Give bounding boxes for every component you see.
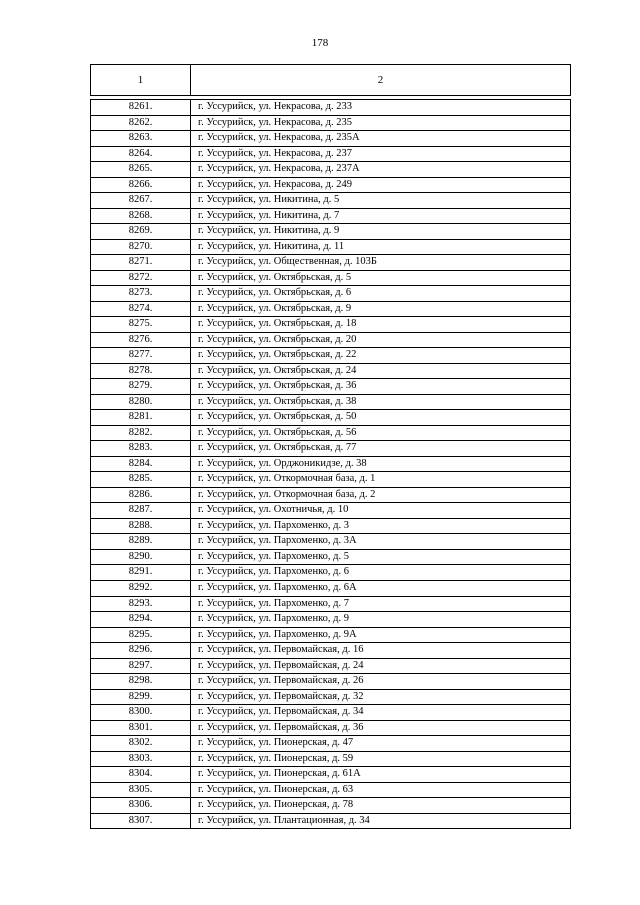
row-address: г. Уссурийск, ул. Октябрьская, д. 38: [198, 395, 357, 407]
table-row: [91, 209, 570, 225]
row-number: 8273.: [91, 286, 191, 301]
row-number: 8265.: [91, 162, 191, 177]
table-row: [91, 441, 570, 457]
table-row: [91, 271, 570, 287]
row-address: г. Уссурийск, ул. Пархоменко, д. 6: [198, 566, 349, 578]
row-number: 8295.: [91, 628, 191, 643]
table-row: [91, 581, 570, 597]
row-address: г. Уссурийск, ул. Некрасова, д. 249: [198, 178, 352, 190]
table-row: [91, 240, 570, 256]
table-row: [91, 783, 570, 799]
row-number: 8264.: [91, 147, 191, 162]
row-number: 8282.: [91, 426, 191, 441]
table-row: [91, 426, 570, 442]
row-address: г. Уссурийск, ул. Первомайская, д. 26: [198, 675, 364, 687]
table-row: [91, 519, 570, 535]
row-address: г. Уссурийск, ул. Откормочная база, д. 1: [198, 473, 376, 485]
row-number: 8281.: [91, 410, 191, 425]
row-address: г. Уссурийск, ул. Пионерская, д. 47: [198, 737, 354, 749]
table-row: [91, 752, 570, 768]
row-number: 8279.: [91, 379, 191, 394]
table-row: [91, 705, 570, 721]
row-number: 8272.: [91, 271, 191, 286]
row-number: 8275.: [91, 317, 191, 332]
row-number: 8298.: [91, 674, 191, 689]
table-row: [91, 302, 570, 318]
table-row: [91, 534, 570, 550]
table-row: [91, 659, 570, 675]
row-address: г. Уссурийск, ул. Некрасова, д. 235А: [198, 132, 360, 144]
row-number: 8307.: [91, 814, 191, 829]
row-number: 8283.: [91, 441, 191, 456]
table-row: [91, 364, 570, 380]
row-number: 8287.: [91, 503, 191, 518]
row-address: г. Уссурийск, ул. Октябрьская, д. 9: [198, 302, 352, 314]
table-row: [91, 503, 570, 519]
table-row: [91, 674, 570, 690]
row-address: г. Уссурийск, ул. Октябрьская, д. 50: [198, 411, 357, 423]
row-address: г. Уссурийск, ул. Пархоменко, д. 3А: [198, 535, 357, 547]
row-number: 8263.: [91, 131, 191, 146]
row-address: г. Уссурийск, ул. Некрасова, д. 235: [198, 116, 352, 128]
row-address: г. Уссурийск, ул. Октябрьская, д. 36: [198, 380, 357, 392]
table-row: [91, 457, 570, 473]
row-address: г. Уссурийск, ул. Некрасова, д. 237: [198, 147, 352, 159]
table-row: [91, 116, 570, 132]
row-address: г. Уссурийск, ул. Первомайская, д. 32: [198, 690, 364, 702]
table-row: [91, 348, 570, 364]
row-address: г. Уссурийск, ул. Пархоменко, д. 5: [198, 550, 349, 562]
row-address: г. Уссурийск, ул. Никитина, д. 9: [198, 225, 340, 237]
row-address: г. Уссурийск, ул. Откормочная база, д. 2: [198, 488, 376, 500]
address-table: [90, 99, 571, 829]
row-address: г. Уссурийск, ул. Октябрьская, д. 18: [198, 318, 357, 330]
table-row: [91, 410, 570, 426]
row-number: 8271.: [91, 255, 191, 270]
table-row: [91, 550, 570, 566]
row-number: 8299.: [91, 690, 191, 705]
table-header: [90, 64, 571, 96]
row-number: 8285.: [91, 472, 191, 487]
page-number: 178: [311, 37, 329, 49]
table-row: [91, 798, 570, 814]
row-address: г. Уссурийск, ул. Октябрьская, д. 5: [198, 271, 352, 283]
row-address: г. Уссурийск, ул. Пархоменко, д. 7: [198, 597, 349, 609]
row-number: 8291.: [91, 565, 191, 580]
table-row: [91, 286, 570, 302]
row-address: г. Уссурийск, ул. Первомайская, д. 36: [198, 721, 364, 733]
row-address: г. Уссурийск, ул. Пионерская, д. 63: [198, 783, 354, 795]
row-address: г. Уссурийск, ул. Октябрьская, д. 6: [198, 287, 352, 299]
row-number: 8290.: [91, 550, 191, 565]
row-number: 8276.: [91, 333, 191, 348]
table-row: [91, 597, 570, 613]
row-number: 8300.: [91, 705, 191, 720]
table-row: [91, 767, 570, 783]
row-number: 8297.: [91, 659, 191, 674]
table-row: [91, 162, 570, 178]
row-number: 8274.: [91, 302, 191, 317]
table-row: [91, 628, 570, 644]
row-number: 8277.: [91, 348, 191, 363]
table-row: [91, 472, 570, 488]
row-address: г. Уссурийск, ул. Пионерская, д. 78: [198, 799, 354, 811]
table-row: [91, 690, 570, 706]
row-number: 8296.: [91, 643, 191, 658]
table-row: [91, 612, 570, 628]
row-number: 8306.: [91, 798, 191, 813]
table-row: [91, 643, 570, 659]
row-address: г. Уссурийск, ул. Никитина, д. 11: [198, 240, 345, 252]
row-address: г. Уссурийск, ул. Пархоменко, д. 9А: [198, 628, 357, 640]
row-number: 8288.: [91, 519, 191, 534]
table-row: [91, 317, 570, 333]
row-address: г. Уссурийск, ул. Плантационная, д. 34: [198, 814, 370, 826]
row-number: 8270.: [91, 240, 191, 255]
row-address: г. Уссурийск, ул. Никитина, д. 5: [198, 194, 340, 206]
row-address: г. Уссурийск, ул. Первомайская, д. 24: [198, 659, 364, 671]
row-number: 8262.: [91, 116, 191, 131]
row-address: г. Уссурийск, ул. Октябрьская, д. 77: [198, 442, 357, 454]
row-number: 8269.: [91, 224, 191, 239]
row-address: г. Уссурийск, ул. Пархоменко, д. 3: [198, 519, 349, 531]
table-row: [91, 100, 570, 116]
row-number: 8304.: [91, 767, 191, 782]
column-header-address: 2: [377, 74, 384, 86]
row-address: г. Уссурийск, ул. Октябрьская, д. 56: [198, 426, 357, 438]
table-row: [91, 333, 570, 349]
table-row: [91, 721, 570, 737]
row-address: г. Уссурийск, ул. Пионерская, д. 59: [198, 752, 354, 764]
row-number: 8268.: [91, 209, 191, 224]
row-address: г. Уссурийск, ул. Охотничья, д. 10: [198, 504, 349, 516]
row-number: 8267.: [91, 193, 191, 208]
row-number: 8266.: [91, 178, 191, 193]
row-number: 8303.: [91, 752, 191, 767]
table-row: [91, 193, 570, 209]
row-address: г. Уссурийск, ул. Пархоменко, д. 9: [198, 613, 349, 625]
table-row: [91, 488, 570, 504]
row-address: г. Уссурийск, ул. Первомайская, д. 34: [198, 706, 364, 718]
row-address: г. Уссурийск, ул. Октябрьская, д. 22: [198, 349, 357, 361]
table-row: [91, 255, 570, 271]
row-address: г. Уссурийск, ул. Пионерская, д. 61А: [198, 768, 361, 780]
row-number: 8261.: [91, 100, 191, 115]
column-header-number: 1: [91, 65, 191, 95]
table-row: [91, 565, 570, 581]
table-row: [91, 814, 570, 830]
row-address: г. Уссурийск, ул. Некрасова, д. 237А: [198, 163, 360, 175]
row-number: 8301.: [91, 721, 191, 736]
row-number: 8292.: [91, 581, 191, 596]
row-number: 8294.: [91, 612, 191, 627]
row-address: г. Уссурийск, ул. Пархоменко, д. 6А: [198, 581, 357, 593]
row-number: 8280.: [91, 395, 191, 410]
row-number: 8302.: [91, 736, 191, 751]
row-address: г. Уссурийск, ул. Октябрьская, д. 20: [198, 333, 357, 345]
row-address: г. Уссурийск, ул. Никитина, д. 7: [198, 209, 340, 221]
row-address: г. Уссурийск, ул. Некрасова, д. 233: [198, 101, 352, 112]
row-address: г. Уссурийск, ул. Первомайская, д. 16: [198, 644, 364, 656]
table-row: [91, 379, 570, 395]
row-address: г. Уссурийск, ул. Орджоникидзе, д. 38: [198, 457, 367, 469]
table-row: [91, 178, 570, 194]
table-row: [91, 224, 570, 240]
table-row: [91, 131, 570, 147]
row-number: 8293.: [91, 597, 191, 612]
row-address: г. Уссурийск, ул. Общественная, д. 103Б: [198, 256, 377, 268]
row-number: 8286.: [91, 488, 191, 503]
row-number: 8278.: [91, 364, 191, 379]
row-address: г. Уссурийск, ул. Октябрьская, д. 24: [198, 364, 357, 376]
table-row: [91, 147, 570, 163]
row-number: 8284.: [91, 457, 191, 472]
row-number: 8305.: [91, 783, 191, 798]
table-row: [91, 736, 570, 752]
table-row: [91, 395, 570, 411]
row-number: 8289.: [91, 534, 191, 549]
